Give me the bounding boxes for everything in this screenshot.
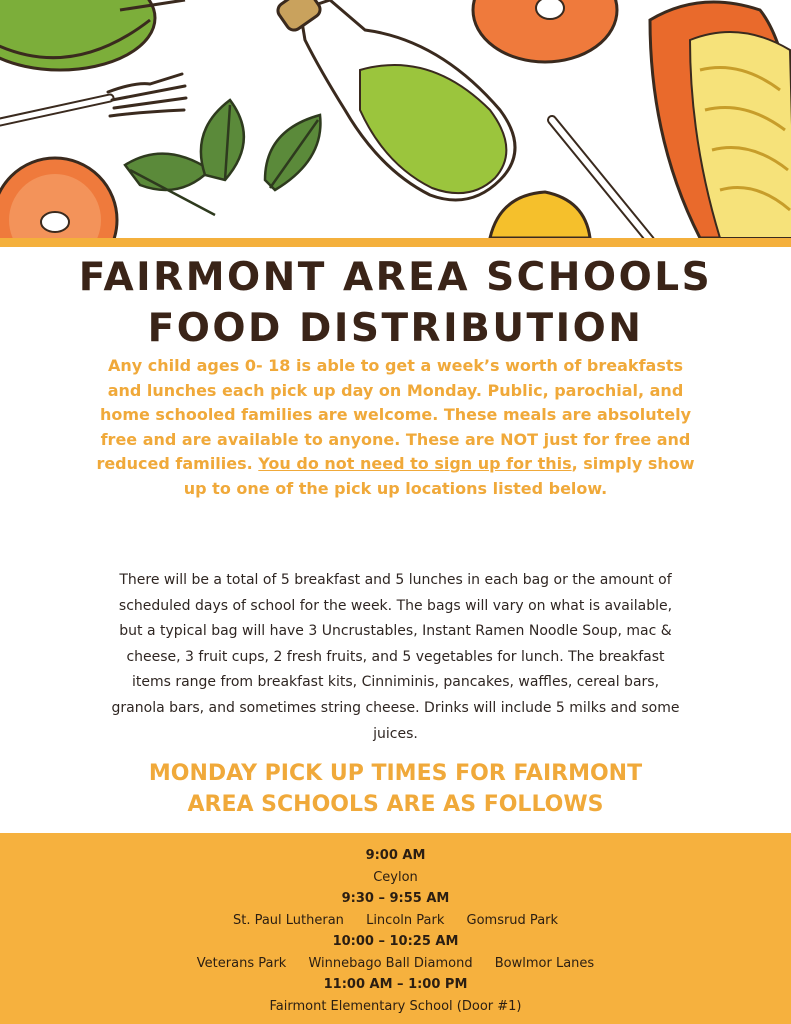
slot-locations [0,996,791,1018]
location: Bowlmor Lanes [494,955,595,971]
pasta-bowl [650,2,791,238]
banner-divider [0,238,791,247]
title-line-1: FAIRMONT AREA SCHOOLS [78,255,713,300]
slot-time: 9:30 – 9:55 AM [341,891,450,906]
fork-icon [0,74,186,122]
location: Winnebago Ball Diamond [308,955,473,971]
location: Lincoln Park [366,912,445,928]
schedule-slot [0,974,791,1017]
slot-time: 11:00 AM – 1:00 PM [323,977,468,992]
location: Veterans Park [196,955,287,971]
slot-time: 9:00 AM [365,848,426,863]
location: St. Paul Lutheran [232,912,344,928]
intro-text-end: , simply show up to one of the pick up locations listed below. [183,454,695,498]
pickup-schedule [0,833,791,1024]
pickup-times-heading [0,758,791,820]
location: Fairmont Elementary School (Door #1) [269,998,522,1014]
yellow-pepper [490,192,590,238]
slot-locations [0,910,791,932]
location: Ceylon [373,869,418,885]
slot-locations [0,953,791,975]
slot-time: 10:00 – 10:25 AM [332,934,459,949]
bag-contents-paragraph: There will be a total of 5 breakfast and 5 lunches in each bag or the amount of scheduled days of school for the week. The bags will vary on what is available, but a typical bag will have 3 Uncrustables, Instant Ramen Noodle Soup, mac & cheese, 3 fruit cups, 2 fresh fruits, and 5 vegetables for lunch. The breakfast items range from breakfast kits, Cinniminis, pancakes, waffles, cereal bars, granola bars, and sometimes string cheese. Drinks will include 5 milks and some juices. [111,572,680,742]
pickup-heading-line-2: AREA SCHOOLS ARE AS FOLLOWS [187,792,604,817]
intro-paragraph [95,354,696,502]
title-line-2: FOOD DISTRIBUTION [147,306,644,351]
green-bowl-illustration [0,0,185,70]
schedule-slot [0,888,791,931]
basil-leaves [125,100,320,215]
pickup-heading-line-1: MONDAY PICK UP TIMES FOR FAIRMONT [148,761,643,786]
food-illustration-banner [0,0,791,238]
schedule-slot [0,931,791,974]
page-title [0,252,791,354]
no-signup-note: You do not need to sign up for this [258,454,572,474]
tomato-slice-top [473,0,617,62]
slot-locations [0,867,791,889]
location: Gomsrud Park [466,912,559,928]
intro-text: Any child ages 0- 18 is able to get a week’s worth of breakfasts and lunches each pick up day on Monday. Public, parochial, and home schooled families are welcome. These meals are absolutely free and are available to anyone. These are NOT just for free and reduced families. [96,356,692,474]
schedule-slot [0,845,791,888]
tomato-slice [0,158,117,238]
